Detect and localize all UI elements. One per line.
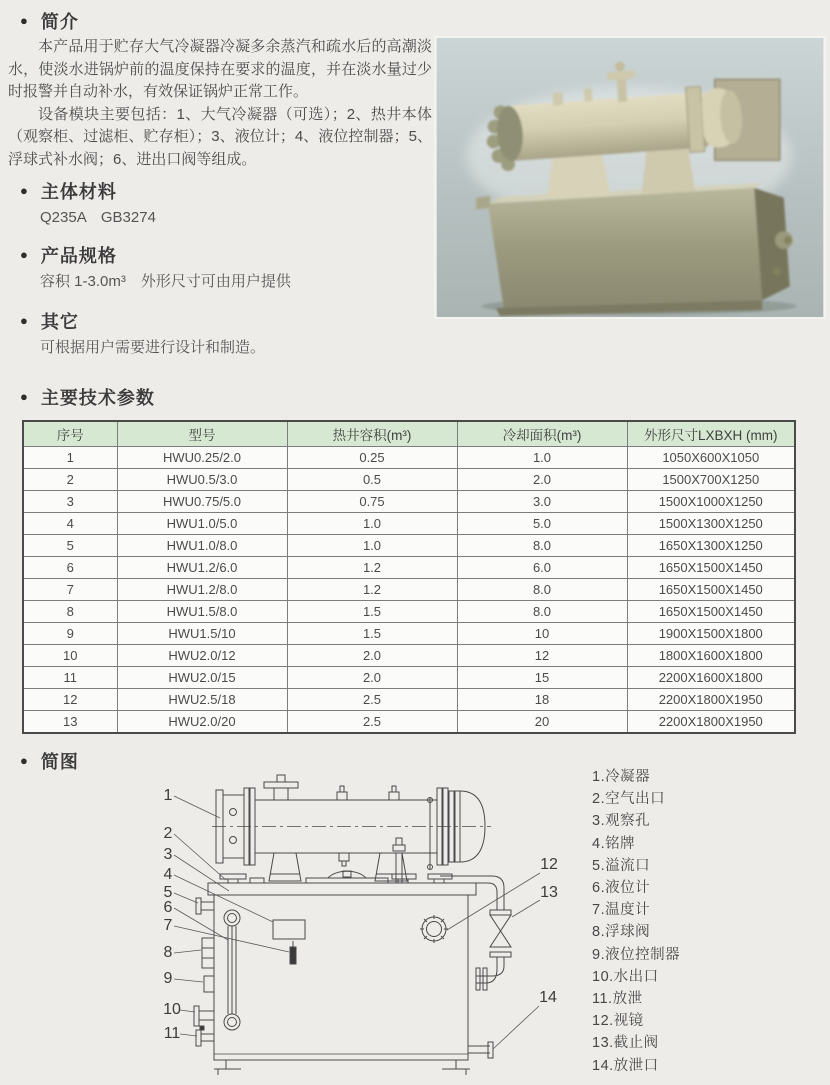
callout-4: 4: [163, 866, 173, 883]
bullet-icon: ●: [20, 12, 29, 28]
material-title: 主体材料: [40, 182, 117, 202]
table-cell: 3: [23, 491, 117, 513]
bullet-icon: ●: [20, 246, 29, 262]
table-cell: 8.0: [457, 535, 627, 557]
legend-item: 10.水出口: [592, 968, 659, 985]
table-cell: HWU1.0/8.0: [117, 535, 287, 557]
table-row: [23, 535, 795, 557]
legend-item: 1.冷凝器: [592, 769, 651, 785]
table-cell: HWU2.5/18: [117, 689, 287, 711]
table-cell: 1900X1500X1800: [627, 623, 795, 645]
table-cell: 10: [457, 623, 627, 645]
table-cell: 9: [23, 623, 117, 645]
table-cell: HWU0.25/2.0: [117, 447, 287, 469]
table-cell: 8: [23, 601, 117, 623]
table-cell: 1.5: [287, 601, 457, 623]
table-cell: HWU2.0/12: [117, 645, 287, 667]
diagram-title: 简图: [40, 752, 79, 772]
intro-title: 简介: [40, 12, 79, 32]
table-row: [23, 491, 795, 513]
table-row: [23, 711, 795, 734]
table-row: [23, 601, 795, 623]
table-cell: 18: [457, 689, 627, 711]
bullet-icon: ●: [20, 182, 29, 198]
spec-title: 产品规格: [40, 246, 117, 266]
table-cell: 1.2: [287, 579, 457, 601]
table-cell: HWU1.2/8.0: [117, 579, 287, 601]
table-cell: 1650X1500X1450: [627, 557, 795, 579]
table-cell: 5: [23, 535, 117, 557]
table-cell: 1500X1300X1250: [627, 513, 795, 535]
table-row: [23, 469, 795, 491]
bullet-icon: ●: [20, 312, 29, 328]
product-photo-image: [436, 38, 824, 317]
table-cell: 12: [23, 689, 117, 711]
params-table-body: [23, 447, 795, 734]
table-cell: 10: [23, 645, 117, 667]
callout-6: 6: [163, 899, 173, 916]
table-cell: 7: [23, 579, 117, 601]
table-cell: 1500X700X1250: [627, 469, 795, 491]
bullet-icon: ●: [20, 752, 29, 768]
table-cell: 0.5: [287, 469, 457, 491]
table-cell: 11: [23, 667, 117, 689]
table-cell: 6: [23, 557, 117, 579]
table-cell: 2200X1600X1800: [627, 667, 795, 689]
table-cell: 1500X1000X1250: [627, 491, 795, 513]
legend-item: 7.温度计: [592, 902, 651, 919]
spec-content: 容积 1-3.0m³ 外形尺寸可由用户提供: [40, 273, 291, 290]
product-photo: [434, 36, 826, 319]
table-cell: 4: [23, 513, 117, 535]
table-cell: 2.0: [457, 469, 627, 491]
table-cell: 1050X600X1050: [627, 447, 795, 469]
callout-14: 14: [539, 989, 557, 1006]
legend-item: 9.液位控制器: [592, 946, 681, 963]
table-cell: HWU0.75/5.0: [117, 491, 287, 513]
table-row: [23, 645, 795, 667]
diagram-legend: [592, 766, 680, 1077]
params-title: 主要技术参数: [40, 388, 155, 408]
callout-3: 3: [163, 846, 173, 863]
intro-para-2: 设备模块主要包括：1、大气冷凝器（可选）；2、热井本体（观察柜、过滤柜、贮存柜）；3、液位计；4、液位控制器；5、浮球式补水阀；6、进出口阀等组成。: [8, 105, 432, 168]
table-row: [23, 667, 795, 689]
col-header-model: 型号: [117, 421, 287, 447]
callout-8: 8: [163, 944, 173, 961]
table-cell: 1.2: [287, 557, 457, 579]
table-cell: 2200X1800X1950: [627, 711, 795, 734]
callout-1: 1: [163, 787, 173, 804]
intro-heading: [20, 8, 79, 34]
table-row: [23, 579, 795, 601]
table-cell: 2.5: [287, 711, 457, 734]
table-row: [23, 513, 795, 535]
table-cell: 1.5: [287, 623, 457, 645]
table-cell: HWU1.0/5.0: [117, 513, 287, 535]
schematic-drawing: [146, 770, 586, 1080]
legend-item: 5.溢流口: [592, 857, 651, 874]
table-cell: HWU1.2/6.0: [117, 557, 287, 579]
params-heading: [20, 384, 155, 410]
callout-5: 5: [163, 884, 173, 901]
table-cell: 6.0: [457, 557, 627, 579]
table-cell: HWU2.0/20: [117, 711, 287, 734]
table-cell: 2.5: [287, 689, 457, 711]
table-cell: 8.0: [457, 601, 627, 623]
table-cell: HWU0.5/3.0: [117, 469, 287, 491]
callout-9: 9: [163, 970, 173, 987]
legend-item: 6.液位计: [592, 880, 651, 897]
callout-11: 11: [163, 1025, 181, 1042]
table-cell: 2200X1800X1950: [627, 689, 795, 711]
intro-paragraphs: [8, 36, 432, 171]
params-table: [22, 420, 796, 734]
table-row: [23, 557, 795, 579]
legend-item: 13.截止阀: [592, 1035, 659, 1052]
material-heading: [20, 178, 117, 204]
legend-item: 8.浮球阀: [592, 924, 651, 941]
legend-item: 11.放泄: [592, 991, 643, 1008]
legend-item: 12.视镜: [592, 1013, 644, 1030]
intro-para-1: 本产品用于贮存大气冷凝器冷凝多余蒸汽和疏水后的高潮淡水，使淡水进锅炉前的温度保持在要求的温度，并在淡水量过少时报警并自动补水，有效保证锅炉正常工作。: [8, 38, 432, 100]
table-cell: 3.0: [457, 491, 627, 513]
legend-item: 14.放泄口: [592, 1057, 659, 1074]
table-row: [23, 623, 795, 645]
table-cell: 13: [23, 711, 117, 734]
table-cell: 2.0: [287, 667, 457, 689]
table-cell: 15: [457, 667, 627, 689]
diagram-heading: [20, 748, 79, 774]
table-row: [23, 447, 795, 469]
other-heading: [20, 308, 79, 334]
table-cell: 2.0: [287, 645, 457, 667]
col-header-volume: 热井容积(m³): [287, 421, 457, 447]
table-cell: 20: [457, 711, 627, 734]
callout-13: 13: [540, 884, 558, 901]
table-cell: 1.0: [457, 447, 627, 469]
callout-7: 7: [163, 917, 173, 934]
table-cell: HWU1.5/8.0: [117, 601, 287, 623]
table-cell: 1.0: [287, 513, 457, 535]
table-cell: 1650X1500X1450: [627, 601, 795, 623]
table-cell: 2: [23, 469, 117, 491]
table-cell: 1.0: [287, 535, 457, 557]
material-content: Q235A GB3274: [40, 209, 156, 226]
table-cell: 8.0: [457, 579, 627, 601]
col-header-size: 外形尺寸LXBXH (mm): [627, 421, 795, 447]
callout-2: 2: [163, 825, 173, 842]
table-cell: 12: [457, 645, 627, 667]
table-cell: 0.25: [287, 447, 457, 469]
table-cell: HWU2.0/15: [117, 667, 287, 689]
table-header-row: [23, 421, 795, 447]
other-content: 可根据用户需要进行设计和制造。: [40, 339, 266, 356]
col-header-index: 序号: [23, 421, 117, 447]
table-cell: 1: [23, 447, 117, 469]
legend-item: 4.铭牌: [592, 835, 636, 852]
table-cell: 1650X1500X1450: [627, 579, 795, 601]
callout-12: 12: [540, 856, 558, 873]
legend-item: 3.观察孔: [592, 813, 651, 830]
table-cell: 1650X1300X1250: [627, 535, 795, 557]
callout-10: 10: [163, 1001, 181, 1018]
legend-item: 2.空气出口: [592, 791, 666, 808]
table-cell: 1800X1600X1800: [627, 645, 795, 667]
table-cell: 0.75: [287, 491, 457, 513]
table-row: [23, 689, 795, 711]
table-cell: 5.0: [457, 513, 627, 535]
other-title: 其它: [40, 312, 79, 332]
bullet-icon: ●: [20, 388, 29, 404]
table-cell: HWU1.5/10: [117, 623, 287, 645]
spec-heading: [20, 242, 117, 268]
col-header-area: 冷却面积(m³): [457, 421, 627, 447]
schematic-diagram: [146, 770, 586, 1085]
